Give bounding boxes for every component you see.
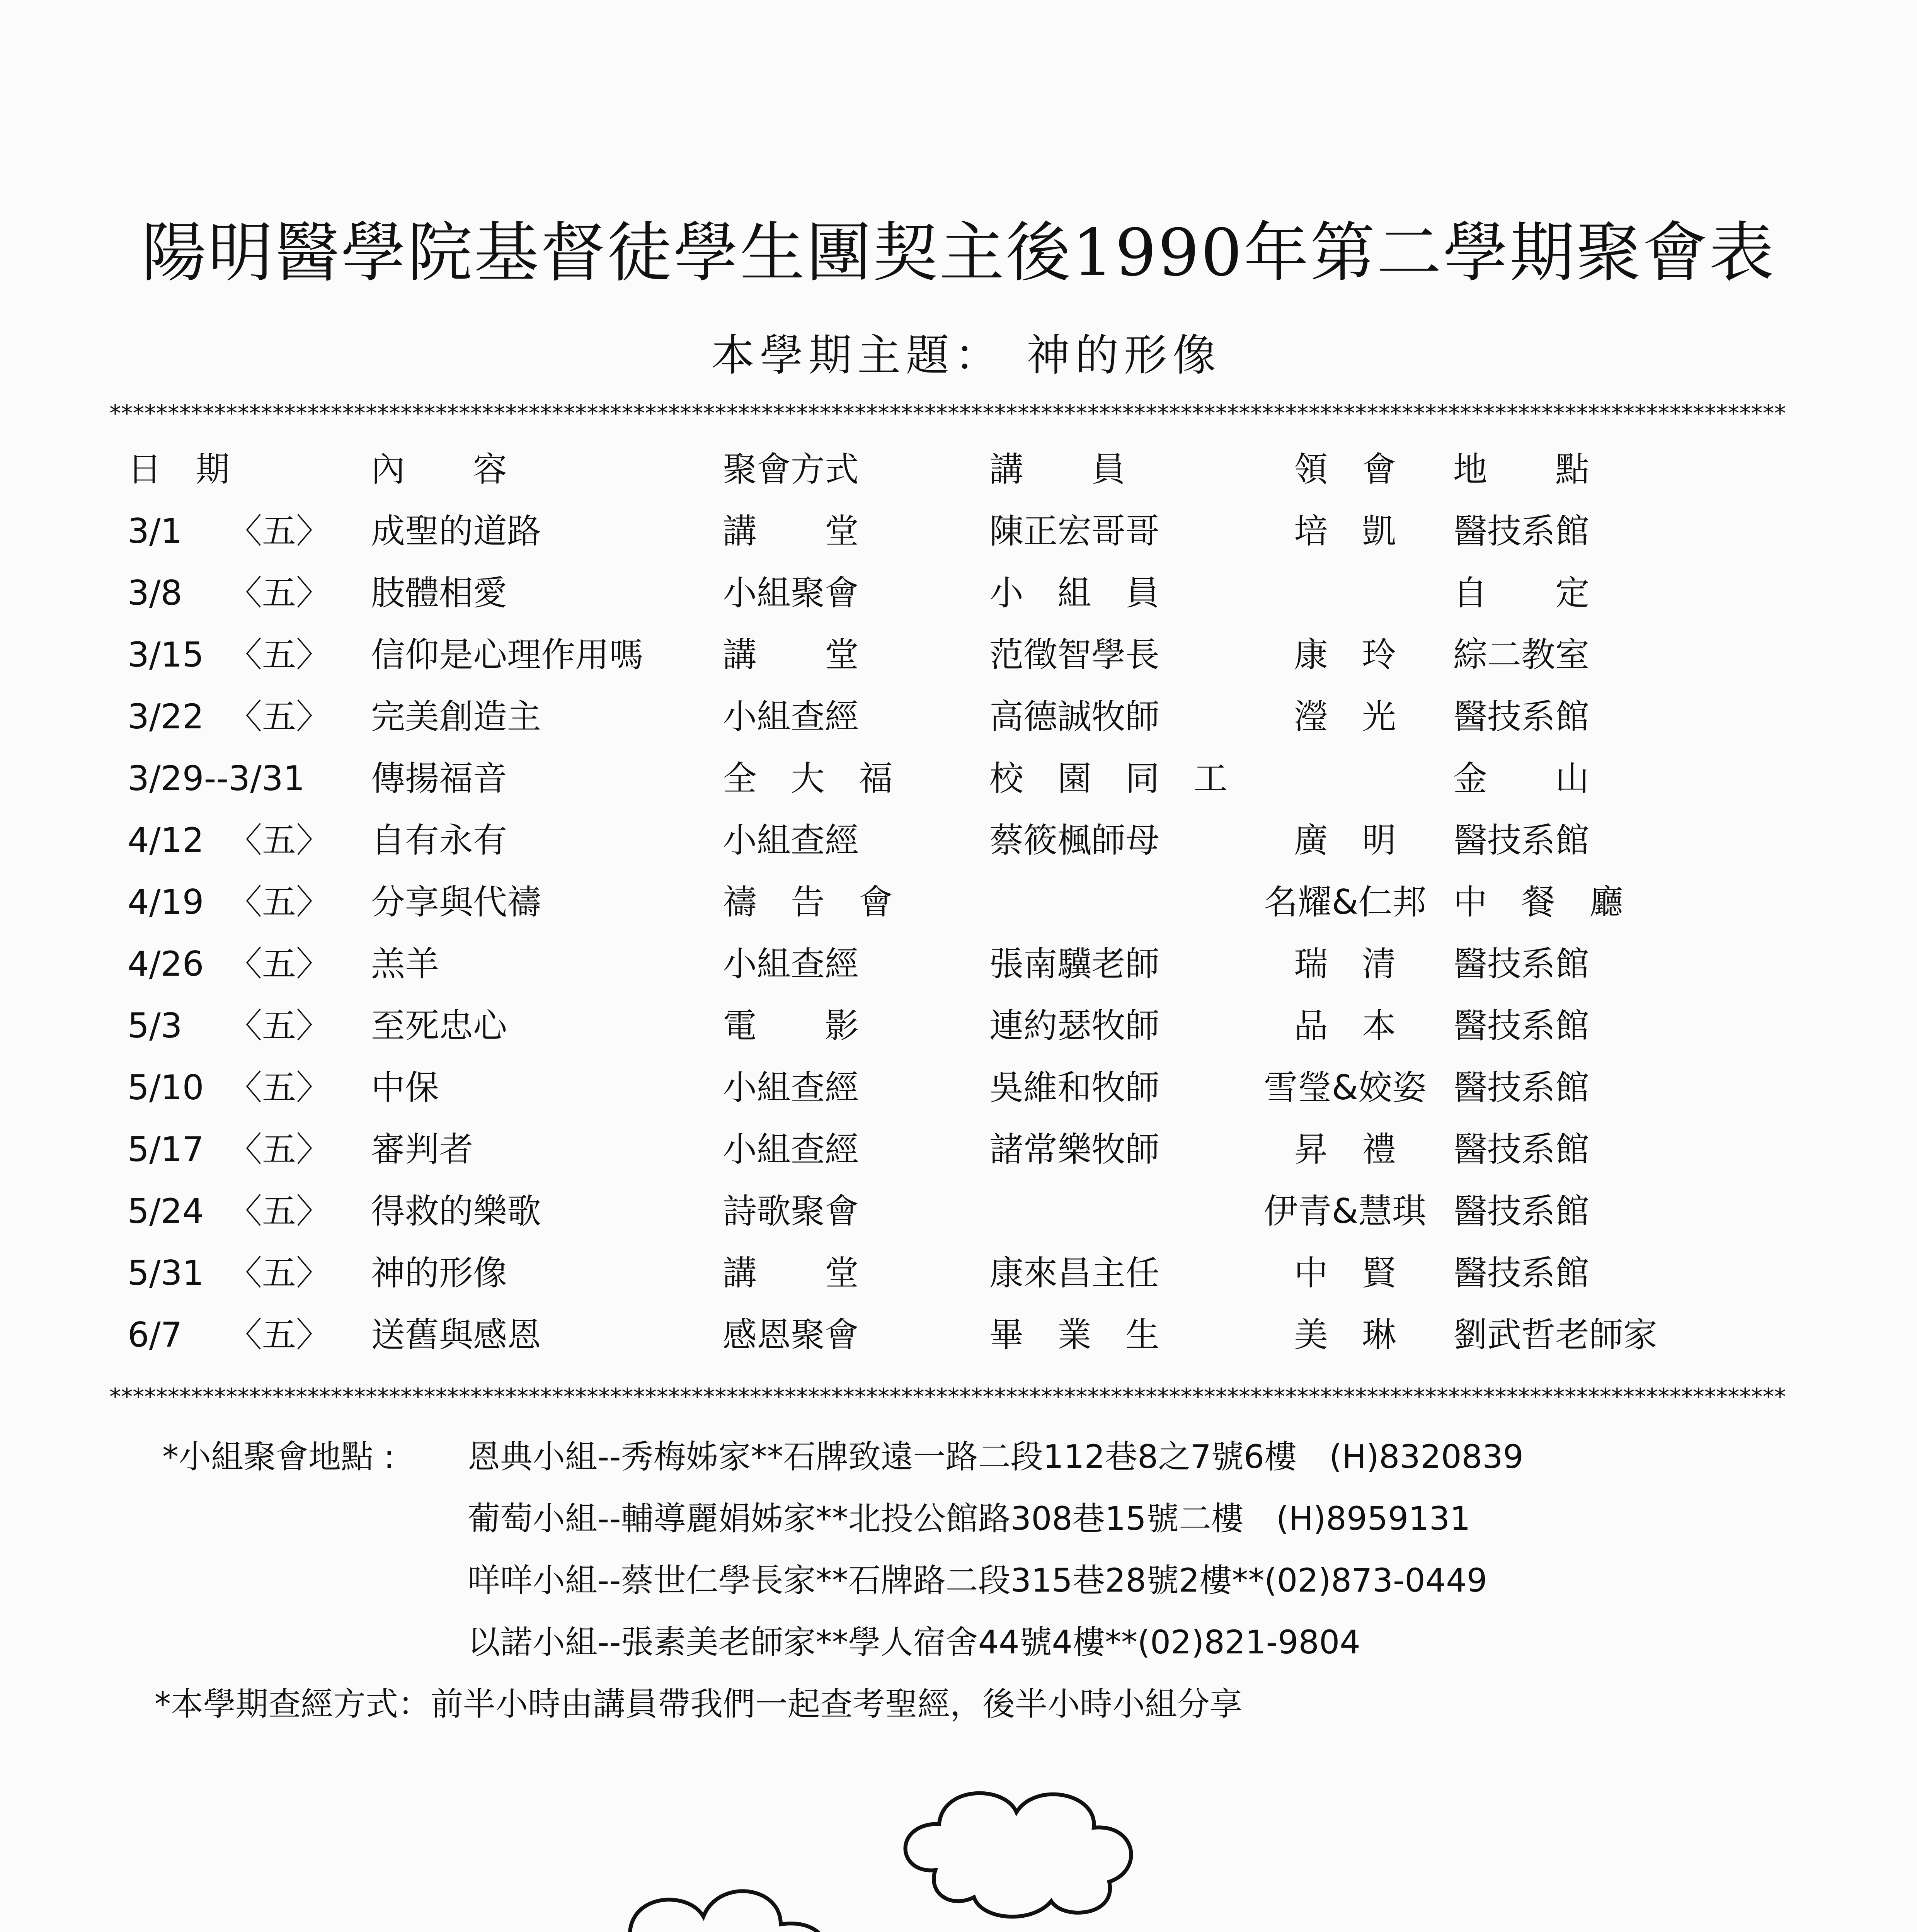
- boat-illustration: [502, 1777, 1469, 1932]
- schedule-speaker: 高德誠牧師: [989, 697, 1160, 736]
- schedule-row: [128, 697, 1751, 759]
- schedule-speaker: 吳維和牧師: [989, 1068, 1160, 1107]
- header-leader: 領 會: [1294, 449, 1396, 489]
- header-date: 日 期: [128, 449, 230, 489]
- group-location: 以諾小組--張素美老師家**學人宿舍44號4樓**(02)821-9804: [468, 1623, 1360, 1661]
- schedule-row: [128, 945, 1751, 1007]
- schedule-place: 劉武哲老師家: [1453, 1315, 1658, 1355]
- schedule-row: [128, 636, 1751, 697]
- schedule-topic: 完美創造主: [371, 697, 541, 736]
- schedule-day: 〈五〉: [228, 573, 330, 613]
- schedule-row: [128, 1254, 1751, 1316]
- theme-value: 神的形像: [1027, 330, 1221, 381]
- schedule-date: 4/12: [128, 820, 204, 860]
- schedule-row: [128, 574, 1751, 636]
- schedule-day: 〈五〉: [228, 1068, 330, 1107]
- schedule-place: 金 山: [1453, 759, 1590, 798]
- schedule-leader: 伊青&慧琪: [1263, 1191, 1427, 1231]
- schedule-place: 醫技系館: [1453, 511, 1590, 551]
- cloud-icon: [906, 1793, 1131, 1917]
- schedule-date: 5/17: [128, 1129, 204, 1169]
- schedule-place: 自 定: [1453, 573, 1590, 613]
- schedule-day: 〈五〉: [228, 1253, 330, 1293]
- bottom-divider: ************************************************************************************************************************************************: [108, 1385, 1785, 1408]
- schedule-speaker: 陳正宏哥哥: [989, 511, 1160, 551]
- schedule-date: 3/15: [128, 635, 204, 675]
- schedule-topic: 肢體相愛: [371, 573, 507, 613]
- schedule-day: 〈五〉: [228, 511, 330, 551]
- schedule-day: 〈五〉: [228, 635, 330, 675]
- schedule-date: 5/31: [128, 1253, 204, 1293]
- schedule-format: 全 大 福: [723, 759, 893, 798]
- schedule-row: [128, 883, 1751, 945]
- schedule-place: 醫技系館: [1453, 944, 1590, 984]
- schedule-format: 禱 告 會: [723, 882, 893, 922]
- schedule-topic: 神的形像: [371, 1253, 507, 1293]
- schedule-format: 電 影: [723, 1006, 859, 1046]
- study-method-note: *本學期查經方式：前半小時由講員帶我們一起查考聖經，後半小時小組分享: [155, 1685, 1243, 1723]
- schedule-date: 3/8: [128, 573, 182, 613]
- schedule-format: 小組聚會: [723, 573, 859, 613]
- schedule-speaker: 康來昌主任: [989, 1253, 1160, 1293]
- schedule-topic: 中保: [371, 1068, 439, 1107]
- schedule-topic: 送舊與感恩: [371, 1315, 541, 1355]
- schedule-format: 小組查經: [723, 1068, 859, 1107]
- header-topic: 內 容: [371, 449, 507, 489]
- schedule-date: 3/29--3/31: [128, 759, 305, 798]
- schedule-date: 4/26: [128, 944, 204, 984]
- schedule-date: 5/24: [128, 1191, 204, 1231]
- schedule-rows: [128, 512, 1751, 1378]
- schedule-leader: 廣 明: [1294, 820, 1396, 860]
- schedule-speaker: 蔡筱楓師母: [989, 820, 1160, 860]
- schedule-place: 中 餐 廳: [1453, 882, 1624, 922]
- schedule-speaker: 校 園 同 工: [989, 759, 1228, 798]
- schedule-topic: 自有永有: [371, 820, 507, 860]
- schedule-format: 講 堂: [723, 511, 859, 551]
- schedule-header-row: [128, 450, 1751, 512]
- schedule-row: [128, 1192, 1751, 1254]
- schedule-format: 感恩聚會: [723, 1315, 859, 1355]
- group-location: 恩典小組--秀梅姊家**石牌致遠一路二段112巷8之7號6樓 (H)8320839: [468, 1438, 1524, 1476]
- schedule-date: 5/10: [128, 1068, 204, 1107]
- schedule-speaker: 連約瑟牧師: [989, 1006, 1160, 1046]
- schedule-format: 小組查經: [723, 1129, 859, 1169]
- schedule-place: 醫技系館: [1453, 1068, 1590, 1107]
- schedule-topic: 信仰是心理作用嗎: [371, 635, 644, 675]
- schedule-leader: 瑞 清: [1294, 944, 1396, 984]
- group-location-line: [162, 1437, 1824, 1499]
- schedule-place: 醫技系館: [1453, 697, 1590, 736]
- schedule-row: [128, 1130, 1751, 1192]
- schedule-format: 小組查經: [723, 820, 859, 860]
- schedule-date: 6/7: [128, 1315, 182, 1355]
- schedule-leader: 瀅 光: [1294, 697, 1396, 736]
- schedule-topic: 得救的樂歌: [371, 1191, 541, 1231]
- schedule-topic: 傳揚福音: [371, 759, 507, 798]
- schedule-day: 〈五〉: [228, 882, 330, 922]
- schedule-speaker: 張南驥老師: [989, 944, 1160, 984]
- schedule-day: 〈五〉: [228, 697, 330, 736]
- schedule-format: 講 堂: [723, 1253, 859, 1293]
- schedule-format: 小組查經: [723, 944, 859, 984]
- schedule-place: 醫技系館: [1453, 1006, 1590, 1046]
- schedule-place: 綜二教室: [1453, 635, 1590, 675]
- document-title: 陽明醫學院基督徒學生團契主後1990年第二學期聚會表: [141, 215, 1776, 291]
- top-divider: ************************************************************************************************************************************************: [108, 402, 1785, 425]
- schedule-leader: 品 本: [1294, 1006, 1396, 1046]
- schedule-topic: 分享與代禱: [371, 882, 541, 922]
- schedule-day: 〈五〉: [228, 820, 330, 860]
- schedule-date: 3/22: [128, 697, 204, 736]
- schedule-place: 醫技系館: [1453, 1129, 1590, 1169]
- schedule-row: [128, 821, 1751, 883]
- schedule-leader: 雪瑩&姣姿: [1263, 1068, 1427, 1107]
- schedule-format: 詩歌聚會: [723, 1191, 859, 1231]
- schedule-date: 5/3: [128, 1006, 182, 1046]
- schedule-day: 〈五〉: [228, 1006, 330, 1046]
- schedule-speaker: 小 組 員: [989, 573, 1160, 613]
- cloud-icon: [592, 1891, 828, 1932]
- header-place: 地 點: [1453, 449, 1590, 489]
- schedule-row: [128, 1068, 1751, 1130]
- schedule-leader: 美 琳: [1294, 1315, 1396, 1355]
- group-location: 葡萄小組--輔導麗娟姊家**北投公館路308巷15號二樓 (H)8959131: [468, 1500, 1471, 1537]
- schedule-place: 醫技系館: [1453, 820, 1590, 860]
- schedule-place: 醫技系館: [1453, 1191, 1590, 1231]
- header-speaker: 講 員: [989, 449, 1126, 489]
- groups-label: *小組聚會地點 :: [162, 1438, 395, 1476]
- schedule-day: 〈五〉: [228, 1191, 330, 1231]
- schedule-leader: 昇 禮: [1294, 1129, 1396, 1169]
- schedule-table: [128, 450, 1751, 1378]
- schedule-format: 小組查經: [723, 697, 859, 736]
- schedule-row: [128, 512, 1751, 574]
- schedule-row: [128, 1316, 1751, 1378]
- schedule-leader: 康 玲: [1294, 635, 1396, 675]
- schedule-day: 〈五〉: [228, 1129, 330, 1169]
- schedule-day: 〈五〉: [228, 1315, 330, 1355]
- notes-section: [155, 1437, 1824, 1747]
- schedule-leader: 培 凱: [1294, 511, 1396, 551]
- schedule-row: [128, 1007, 1751, 1068]
- schedule-format: 講 堂: [723, 635, 859, 675]
- schedule-day: 〈五〉: [228, 944, 330, 984]
- schedule-date: 3/1: [128, 511, 182, 551]
- schedule-topic: 審判者: [371, 1129, 473, 1169]
- schedule-speaker: 畢 業 生: [989, 1315, 1160, 1355]
- schedule-row: [128, 759, 1751, 821]
- schedule-speaker: 范徵智學長: [989, 635, 1160, 675]
- schedule-leader: 中 賢: [1294, 1253, 1396, 1293]
- header-format: 聚會方式: [723, 449, 859, 489]
- schedule-leader: 名耀&仁邦: [1263, 882, 1427, 922]
- schedule-topic: 至死忠心: [371, 1006, 507, 1046]
- schedule-date: 4/19: [128, 882, 204, 922]
- group-location: 咩咩小組--蔡世仁學長家**石牌路二段315巷28號2樓**(02)873-0449: [468, 1561, 1488, 1599]
- schedule-topic: 羔羊: [371, 944, 439, 984]
- schedule-topic: 成聖的道路: [371, 511, 541, 551]
- schedule-place: 醫技系館: [1453, 1253, 1590, 1293]
- theme-label: 本學期主題：: [711, 330, 1003, 381]
- schedule-speaker: 諸常樂牧師: [989, 1129, 1160, 1169]
- semester-theme: [541, 321, 1391, 383]
